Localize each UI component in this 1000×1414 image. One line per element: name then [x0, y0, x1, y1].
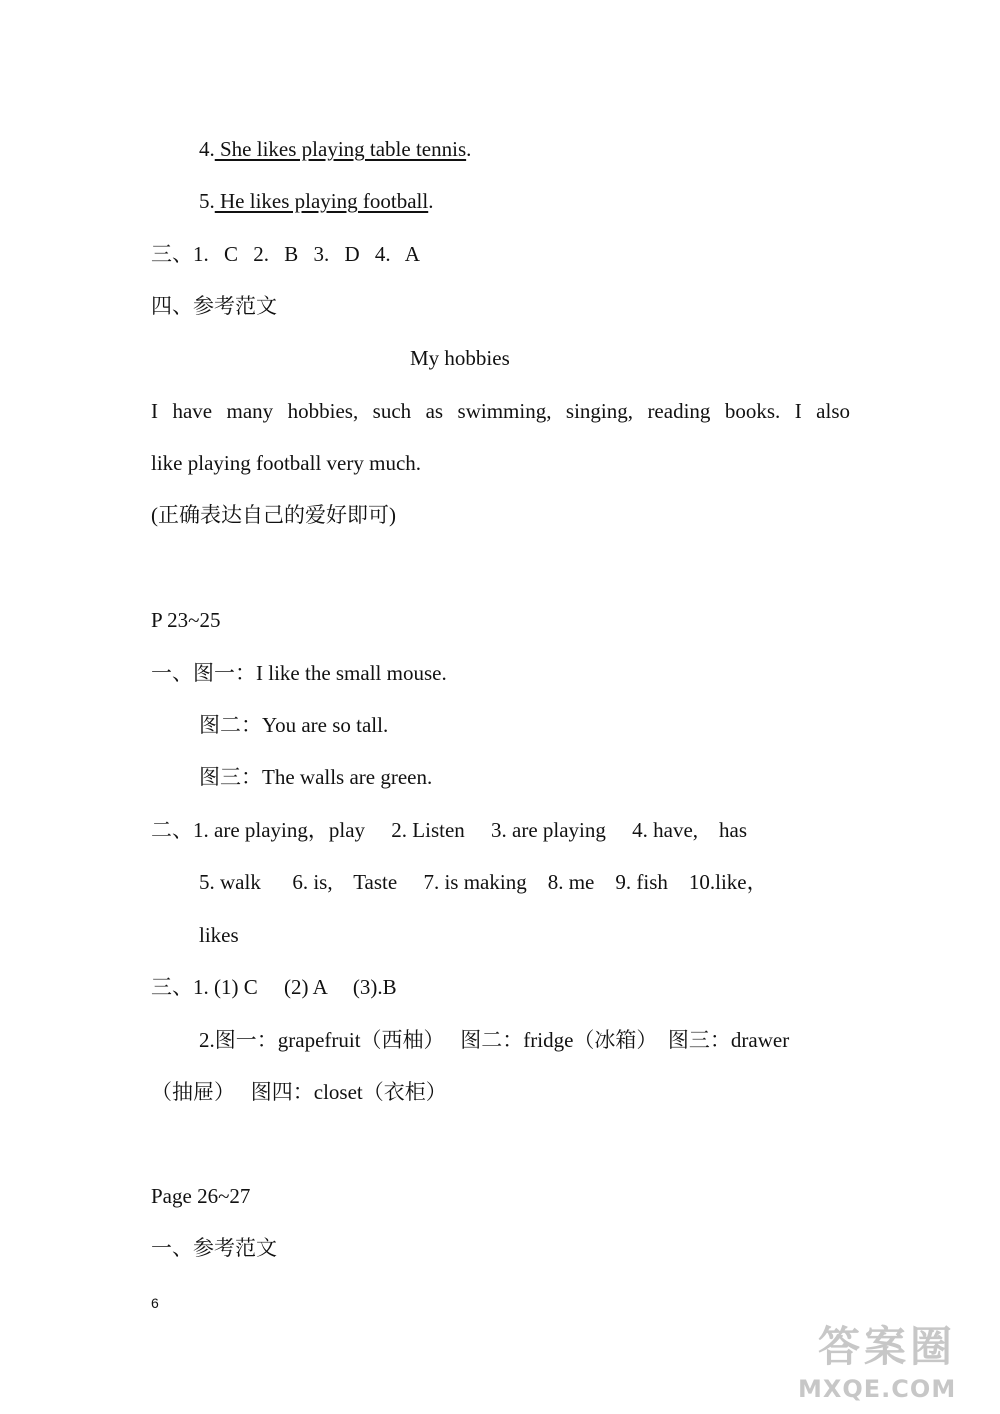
answer-underlined: He likes playing football: [214, 189, 429, 213]
section-3-line-3: （抽屉） 图四：closet（衣柜）: [151, 1080, 447, 1104]
section-2-line-3: likes: [199, 923, 239, 947]
section-3-line-2: 2.图一：grapefruit（西柚） 图二：fridge（冰箱） 图三：drawer: [199, 1028, 790, 1052]
section-1-essay-heading: 一、参考范文: [151, 1236, 277, 1260]
page-number: 6: [151, 1295, 159, 1311]
essay-line-2: like playing football very much.: [151, 451, 422, 475]
item-number: 4.: [199, 137, 215, 161]
section-4-heading: 四、参考范文: [151, 294, 277, 318]
section-2-line-1: 二、1. are playing，play 2. Listen 3. are playing 4. have, has: [151, 818, 748, 842]
section-1-pic1: 一、图一：I like the small mouse.: [151, 661, 447, 685]
essay-title: My hobbies: [410, 346, 510, 370]
period: .: [466, 137, 472, 161]
section-2-line-2: 5. walk 6. is, Taste 7. is making 8. me 9. fish 10.like，: [199, 870, 768, 894]
page-range-23-25: P 23~25: [151, 608, 221, 632]
item-number: 5.: [199, 189, 215, 213]
section-3-line-1: 三、1. (1) C (2) A (3).B: [151, 975, 397, 999]
essay-line-1: I have many hobbies, such as swimming, singing, reading books. I also: [151, 399, 850, 423]
period: .: [428, 189, 434, 213]
section-1-pic2: 图二：You are so tall.: [199, 713, 389, 737]
answer-underlined: She likes playing table tennis: [214, 137, 467, 161]
section-3-answers: 三、1. C 2. B 3. D 4. A: [151, 242, 420, 266]
section-1-pic3: 图三：The walls are green.: [199, 765, 433, 789]
essay-note: (正确表达自己的爱好即可): [151, 503, 396, 527]
watermark-logo: 答案圈: [818, 1322, 957, 1371]
line-5: [199, 187, 433, 215]
page-range-26-27: Page 26~27: [151, 1184, 251, 1208]
line-4: [199, 135, 471, 163]
watermark: [798, 1322, 988, 1408]
watermark-url: MXQE.COM: [798, 1375, 957, 1403]
